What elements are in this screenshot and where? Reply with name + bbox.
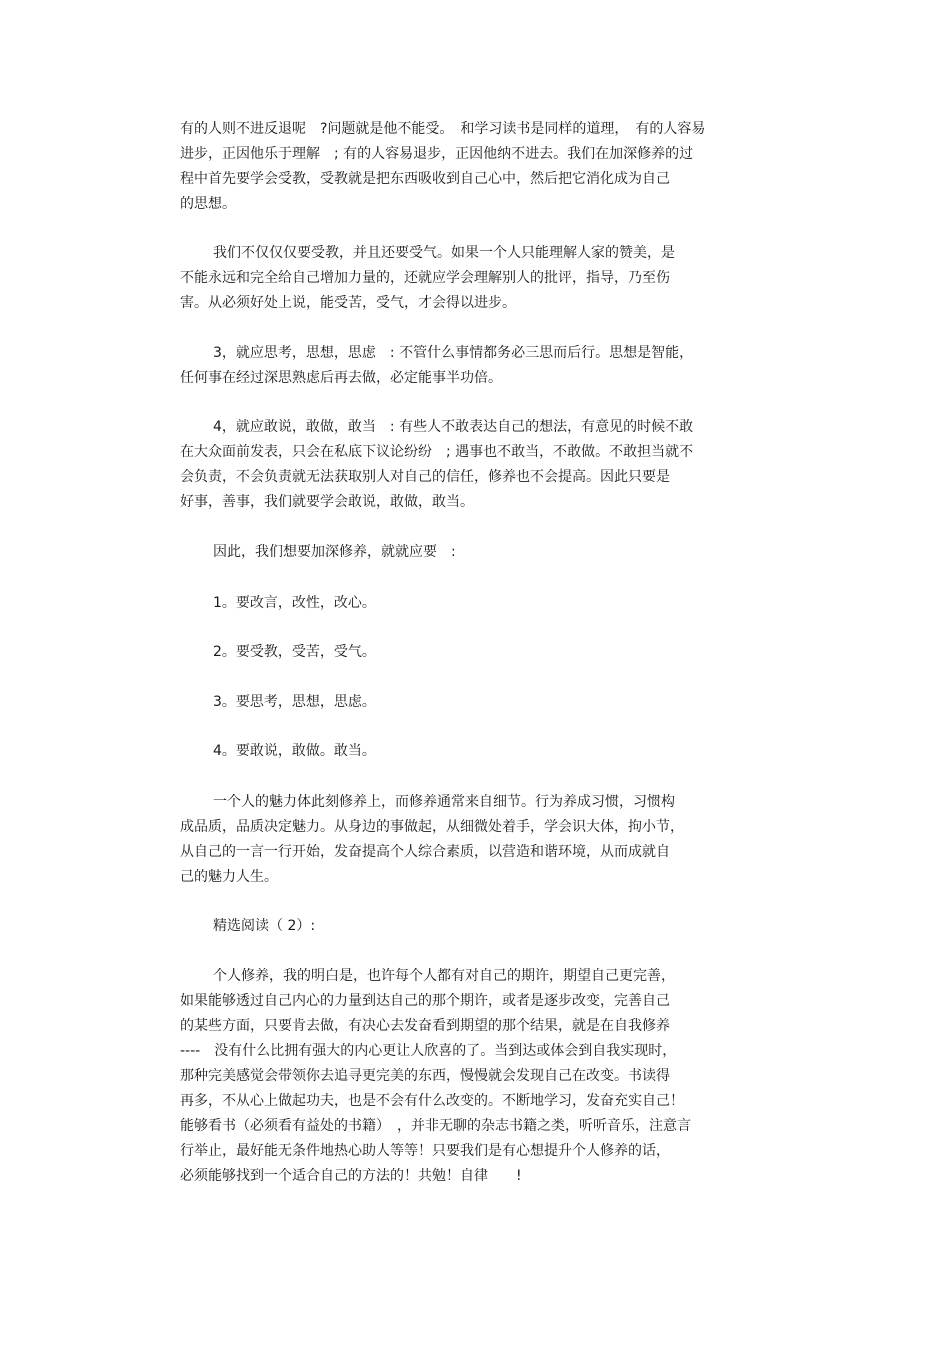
text-line: 成品质，品质决定魅力。从身边的事做起，从细微处着手，学会识大体，拘小节，: [180, 819, 684, 835]
text-line: 再多，不从心上做起功夫，也是不会有什么改变的。不断地学习，发奋充实自己！: [180, 1093, 684, 1109]
text-line: 好事，善事，我们就要学会敢说，敢做，敢当。: [180, 494, 474, 510]
text-line: 必须能够找到一个适合自己的方法的！共勉！自律 !: [180, 1168, 522, 1184]
text-line: 4，就应敢说，敢做，敢当 : 有些人不敢表达自己的想法，有意见的时候不敢: [213, 419, 694, 435]
text-line: 3，就应思考，思想，思虑 : 不管什么事情都务必三思而后行。思想是智能，: [213, 345, 694, 361]
text-line: 因此，我们想要加深修养，就就应要 :: [213, 544, 456, 560]
text-line: 一个人的魅力体此刻修养上，而修养通常来自细节。行为养成习惯，习惯构: [213, 794, 675, 810]
text-line: 从自己的一言一行开始，发奋提高个人综合素质，以营造和谐环境，从而成就自: [180, 844, 670, 860]
text-line: 如果能够透过自己内心的力量到达自己的那个期许，或者是逐步改变，完善自己: [180, 993, 670, 1009]
list-item: 3。要思考，思想，思虑。: [213, 694, 376, 710]
text-line: 的思想。: [180, 196, 236, 212]
section-heading: 精选阅读（ 2）:: [213, 918, 316, 934]
text-line: 己的魅力人生。: [180, 869, 278, 885]
text-line: 行举止，最好能无条件地热心助人等等！只要我们是有心想提升个人修养的话，: [180, 1143, 670, 1159]
text-line: 个人修养，我的明白是，也许每个人都有对自己的期许，期望自己更完善，: [213, 968, 675, 984]
list-item: 2。要受教，受苦，受气。: [213, 644, 376, 660]
text-line: 那种完美感觉会带领你去追寻更完美的东西，慢慢就会发现自己在改变。书读得: [180, 1068, 670, 1084]
list-item: 1。要改言，改性，改心。: [213, 595, 376, 611]
text-line: 在大众面前发表，只会在私底下议论纷纷 ; 遇事也不敢当，不敢做。不敢担当就不: [180, 444, 694, 460]
text-line: 进步，正因他乐于理解 ; 有的人容易退步，正因他纳不进去。我们在加深修养的过: [180, 146, 694, 162]
text-line: 程中首先要学会受教，受教就是把东西吸收到自己心中，然后把它消化成为自己: [180, 171, 670, 187]
list-item: 4。要敢说，敢做。敢当。: [213, 743, 376, 759]
text-line: 有的人则不进反退呢 ?问题就是他不能受。 和学习读书是同样的道理， 有的人容易: [180, 121, 706, 137]
text-line: 我们不仅仅仅要受教，并且还要受气。如果一个人只能理解人家的赞美，是: [213, 245, 675, 261]
text-line: 不能永远和完全给自己增加力量的，还就应学会理解别人的批评，指导，乃至伤: [180, 270, 670, 286]
text-line: 害。从必须好处上说，能受苦，受气，才会得以进步。: [180, 295, 516, 311]
text-line: 能够看书（必须看有益处的书籍） ，并非无聊的杂志书籍之类，听听音乐，注意言: [180, 1118, 691, 1134]
text-line: ---- 没有什么比拥有强大的内心更让人欣喜的了。当到达或体会到自我实现时，: [180, 1043, 677, 1059]
text-line: 任何事在经过深思熟虑后再去做，必定能事半功倍。: [180, 370, 502, 386]
text-line: 会负责，不会负责就无法获取别人对自己的信任，修养也不会提高。因此只要是: [180, 469, 670, 485]
text-line: 的某些方面，只要肯去做，有决心去发奋看到期望的那个结果，就是在自我修养: [180, 1018, 670, 1034]
